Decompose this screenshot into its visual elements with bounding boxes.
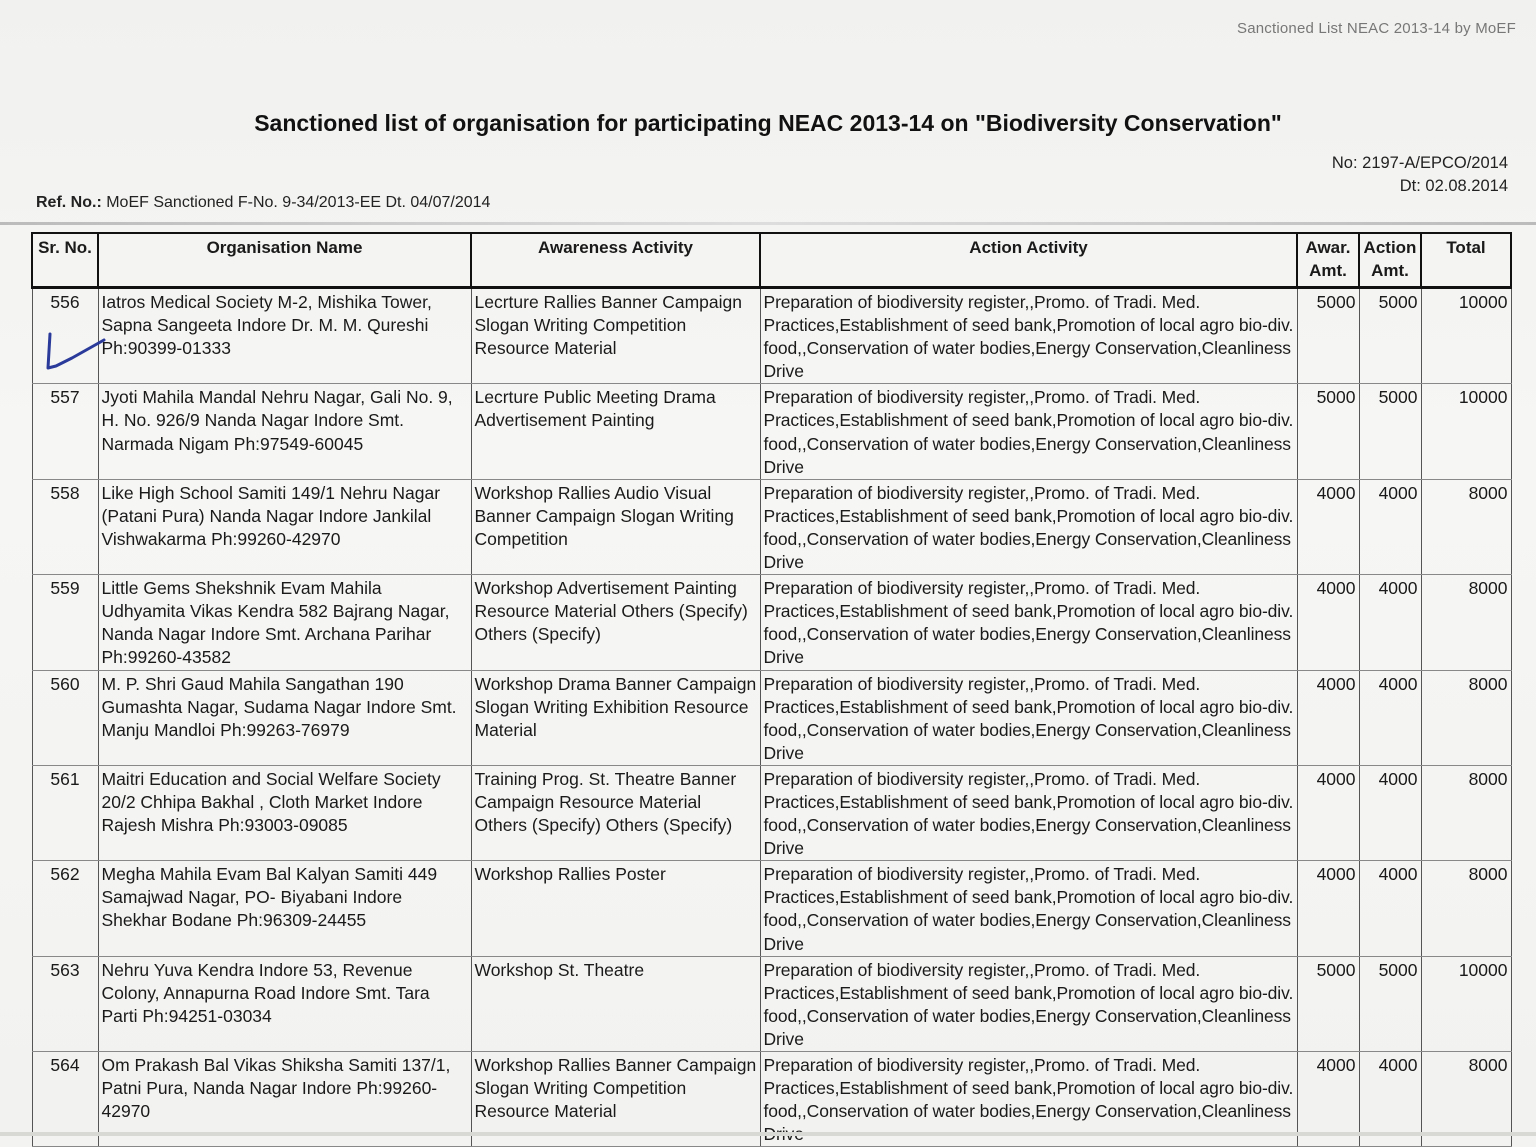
document-date: Dt: 02.08.2014 bbox=[1399, 177, 1508, 195]
cell-sr: 564 bbox=[32, 1052, 98, 1147]
cell-awar-amt: 4000 bbox=[1297, 1052, 1359, 1147]
cell-action-amt: 4000 bbox=[1359, 765, 1421, 860]
document-number: No: 2197-A/EPCO/2014 bbox=[1331, 154, 1508, 172]
cell-awareness: Workshop Rallies Poster bbox=[471, 861, 760, 956]
cell-action-amt: 4000 bbox=[1359, 479, 1421, 574]
cell-action: Preparation of biodiversity register,,Promo. of Tradi. Med. Practices,Establishment of seed bank,Promotion of local agro bio-div. food,,Conservation of water bodies,Energy Conservation,Cleanliness Drive bbox=[760, 861, 1297, 956]
cell-awareness: Workshop Drama Banner Campaign Slogan Writing Exhibition Resource Material bbox=[471, 670, 760, 765]
cell-action: Preparation of biodiversity register,,Promo. of Tradi. Med. Practices,Establishment of seed bank,Promotion of local agro bio-div. food,,Conservation of water bodies,Energy Conservation,Cleanliness Drive bbox=[760, 479, 1297, 574]
cell-total: 10000 bbox=[1421, 956, 1511, 1051]
cell-awar-amt: 4000 bbox=[1297, 670, 1359, 765]
cell-awareness: Workshop Advertisement Painting Resource Material Others (Specify) Others (Specify) bbox=[471, 575, 760, 670]
cell-action: Preparation of biodiversity register,,Promo. of Tradi. Med. Practices,Establishment of seed bank,Promotion of local agro bio-div. food,,Conservation of water bodies,Energy Conservation,Cleanliness Drive bbox=[760, 575, 1297, 670]
watermark-header: Sanctioned List NEAC 2013-14 by MoEF bbox=[1236, 20, 1516, 37]
cell-awareness: Workshop Rallies Audio Visual Banner Campaign Slogan Writing Competition bbox=[471, 479, 760, 574]
reference-line bbox=[36, 194, 490, 212]
cell-action-amt: 5000 bbox=[1359, 384, 1421, 479]
col-header-action-amt: Action Amt. bbox=[1359, 233, 1421, 288]
page-title: Sanctioned list of organisation for participating NEAC 2013-14 on "Biodiversity Conservation" bbox=[254, 110, 1282, 136]
cell-org: Little Gems Shekshnik Evam Mahila Udhyamita Vikas Kendra 582 Bajrang Nagar, Nanda Nagar Indore Smt. Archana Parihar Ph:99260-43582 bbox=[98, 575, 471, 670]
cell-sr: 560 bbox=[32, 670, 98, 765]
col-header-awar-amt: Awar. Amt. bbox=[1297, 233, 1359, 288]
cell-action-amt: 4000 bbox=[1359, 670, 1421, 765]
cell-action: Preparation of biodiversity register,,Promo. of Tradi. Med. Practices,Establishment of seed bank,Promotion of local agro bio-div. food,,Conservation of water bodies,Energy Conservation,Cleanliness Drive bbox=[760, 956, 1297, 1051]
cell-total: 8000 bbox=[1421, 765, 1511, 860]
col-header-total: Total bbox=[1421, 233, 1511, 288]
table-row bbox=[32, 575, 1511, 670]
scan-bottom-edge bbox=[0, 1132, 1536, 1136]
cell-total: 10000 bbox=[1421, 384, 1511, 479]
cell-awareness: Training Prog. St. Theatre Banner Campaign Resource Material Others (Specify) Others (Specify) bbox=[471, 765, 760, 860]
col-header-org: Organisation Name bbox=[98, 233, 471, 288]
cell-awar-amt: 5000 bbox=[1297, 384, 1359, 479]
cell-org: Jyoti Mahila Mandal Nehru Nagar, Gali No. 9, H. No. 926/9 Nanda Nagar Indore Smt. Narmada Nigam Ph:97549-60045 bbox=[98, 384, 471, 479]
cell-action-amt: 5000 bbox=[1359, 956, 1421, 1051]
sanction-table bbox=[31, 232, 1512, 1147]
reference-label: Ref. No.: bbox=[36, 194, 102, 211]
cell-total: 8000 bbox=[1421, 479, 1511, 574]
cell-action-amt: 4000 bbox=[1359, 575, 1421, 670]
cell-sr: 559 bbox=[32, 575, 98, 670]
cell-sr: 561 bbox=[32, 765, 98, 860]
table-row bbox=[32, 479, 1511, 574]
cell-awar-amt: 5000 bbox=[1297, 956, 1359, 1051]
cell-org: Megha Mahila Evam Bal Kalyan Samiti 449 Samajwad Nagar, PO- Biyabani Indore Shekhar Bodane Ph:96309-24455 bbox=[98, 861, 471, 956]
cell-action-amt: 4000 bbox=[1359, 861, 1421, 956]
table-row bbox=[32, 765, 1511, 860]
cell-total: 8000 bbox=[1421, 861, 1511, 956]
cell-action: Preparation of biodiversity register,,Promo. of Tradi. Med. Practices,Establishment of seed bank,Promotion of local agro bio-div. food,,Conservation of water bodies,Energy Conservation,Cleanliness Drive bbox=[760, 288, 1297, 384]
cell-org: M. P. Shri Gaud Mahila Sangathan 190 Gumashta Nagar, Sudama Nagar Indore Smt. Manju Mandloi Ph:99263-76979 bbox=[98, 670, 471, 765]
cell-total: 8000 bbox=[1421, 575, 1511, 670]
document-number-block bbox=[1332, 152, 1508, 198]
table-row bbox=[32, 670, 1511, 765]
cell-org: Like High School Samiti 149/1 Nehru Nagar (Patani Pura) Nanda Nagar Indore Jankilal Vishwakarma Ph:99260-42970 bbox=[98, 479, 471, 574]
cell-awar-amt: 4000 bbox=[1297, 765, 1359, 860]
cell-awar-amt: 4000 bbox=[1297, 575, 1359, 670]
cell-awareness: Workshop Rallies Banner Campaign Slogan Writing Competition Resource Material bbox=[471, 1052, 760, 1147]
cell-awareness: Lecrture Rallies Banner Campaign Slogan Writing Competition Resource Material bbox=[471, 288, 760, 384]
tick-mark-icon bbox=[42, 330, 112, 375]
cell-org: Om Prakash Bal Vikas Shiksha Samiti 137/1, Patni Pura, Nanda Nagar Indore Ph:99260-42970 bbox=[98, 1052, 471, 1147]
table-row bbox=[32, 384, 1511, 479]
cell-total: 10000 bbox=[1421, 288, 1511, 384]
cell-sr: 556 bbox=[32, 288, 98, 384]
cell-action: Preparation of biodiversity register,,Promo. of Tradi. Med. Practices,Establishment of seed bank,Promotion of local agro bio-div. food,,Conservation of water bodies,Energy Conservation,Cleanliness Drive bbox=[760, 765, 1297, 860]
cell-action-amt: 5000 bbox=[1359, 288, 1421, 384]
cell-total: 8000 bbox=[1421, 1052, 1511, 1147]
cell-action-amt: 4000 bbox=[1359, 1052, 1421, 1147]
table-header-row bbox=[32, 233, 1511, 288]
col-header-awareness: Awareness Activity bbox=[471, 233, 760, 288]
cell-sr: 557 bbox=[32, 384, 98, 479]
cell-sr: 563 bbox=[32, 956, 98, 1051]
table-row bbox=[32, 861, 1511, 956]
cell-awar-amt: 4000 bbox=[1297, 861, 1359, 956]
table-row bbox=[32, 288, 1511, 384]
reference-text: MoEF Sanctioned F-No. 9-34/2013-EE Dt. 04/07/2014 bbox=[101, 194, 491, 211]
col-header-action: Action Activity bbox=[760, 233, 1297, 288]
cell-org: Maitri Education and Social Welfare Society 20/2 Chhipa Bakhal , Cloth Market Indore Rajesh Mishra Ph:93003-09085 bbox=[98, 765, 471, 860]
cell-action: Preparation of biodiversity register,,Promo. of Tradi. Med. Practices,Establishment of seed bank,Promotion of local agro bio-div. food,,Conservation of water bodies,Energy Conservation,Cleanliness Drive bbox=[760, 670, 1297, 765]
cell-awareness: Lecrture Public Meeting Drama Advertisement Painting bbox=[471, 384, 760, 479]
cell-action: Preparation of biodiversity register,,Promo. of Tradi. Med. Practices,Establishment of seed bank,Promotion of local agro bio-div. food,,Conservation of water bodies,Energy Conservation,Cleanliness Drive bbox=[760, 384, 1297, 479]
cell-action: Preparation of biodiversity register,,Promo. of Tradi. Med. Practices,Establishment of seed bank,Promotion of local agro bio-div. food,,Conservation of water bodies,Energy Conservation,Cleanliness bbox=[760, 1052, 1297, 1147]
cell-awar-amt: 5000 bbox=[1297, 288, 1359, 384]
cell-org: Iatros Medical Society M-2, Mishika Tower, Sapna Sangeeta Indore Dr. M. M. Qureshi Ph:90399-01333 bbox=[98, 288, 471, 384]
cell-awar-amt: 4000 bbox=[1297, 479, 1359, 574]
cell-awareness: Workshop St. Theatre bbox=[471, 956, 760, 1051]
cell-sr: 558 bbox=[32, 479, 98, 574]
cell-total: 8000 bbox=[1421, 670, 1511, 765]
cell-sr: 562 bbox=[32, 861, 98, 956]
cell-org: Nehru Yuva Kendra Indore 53, Revenue Colony, Annapurna Road Indore Smt. Tara Parti Ph:94251-03034 bbox=[98, 956, 471, 1051]
col-header-sr: Sr. No. bbox=[32, 233, 98, 288]
table-row bbox=[32, 956, 1511, 1051]
scan-divider bbox=[0, 222, 1536, 225]
